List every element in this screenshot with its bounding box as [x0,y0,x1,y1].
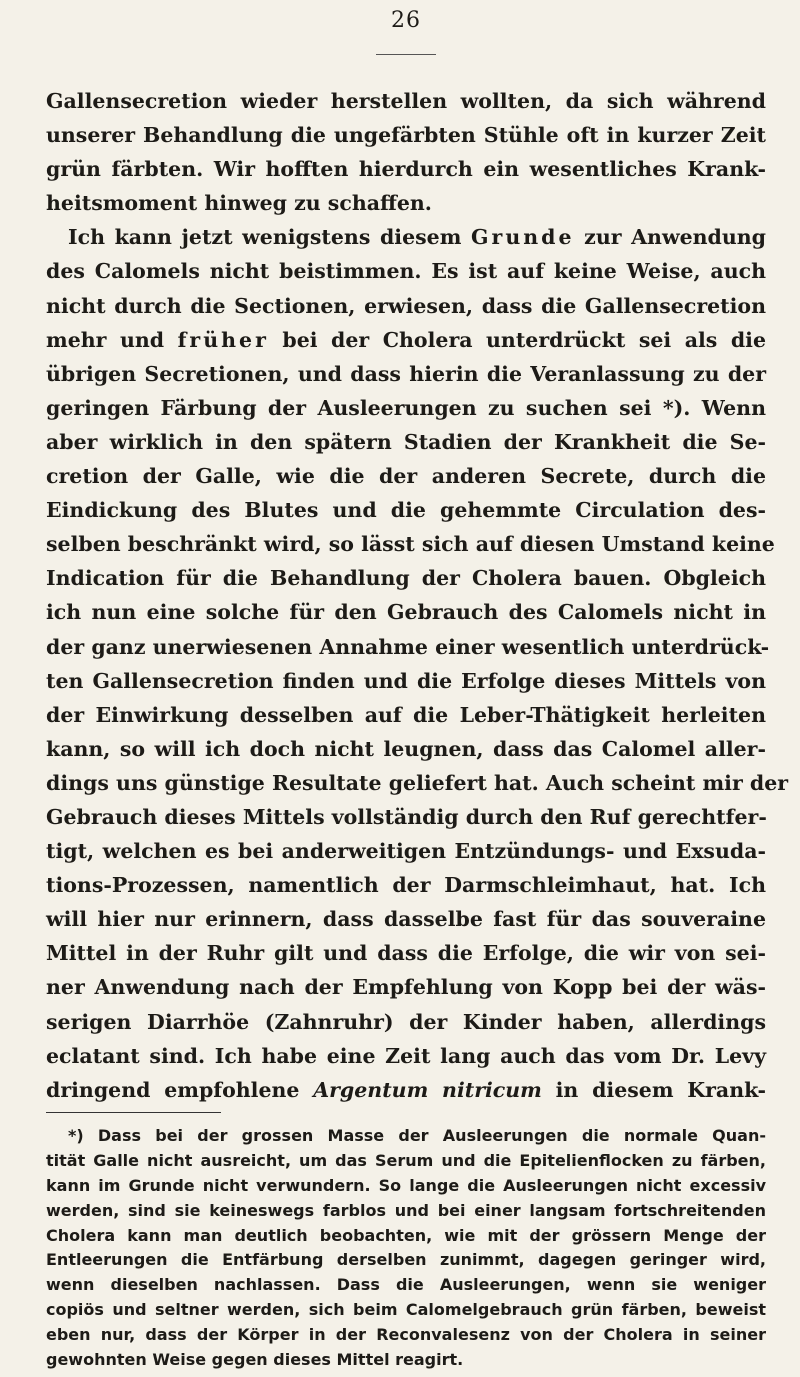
text-line: tions-Prozessen, namentlich der Darmschleimhaut, hat. Ich [46,873,766,898]
emphasis-text: Argentum nitricum [313,1077,542,1102]
text-line: will hier nur erinnern, dass dasselbe fast für das souveraine [46,907,766,932]
text-segment: mehr und [46,327,165,352]
main-text [46,84,789,1107]
text-line: der ganz unerwiesenen Annahme einer wesentlich unterdrück- [46,634,770,659]
text-segment: in diesem Krank- [555,1077,766,1102]
text-line: eclatant sind. Ich habe eine Zeit lang auch das vom Dr. Levy [46,1043,766,1068]
text-line [46,323,766,357]
footnote-line: eben nur, dass der Körper in der Reconvalesenz von der Cholera in seiner [46,1325,766,1345]
text-segment: Ich kann jetzt wenigstens diesem [68,225,462,250]
footnote [46,1124,766,1373]
text-line: tigt, welchen es bei anderweitigen Entzündungs- und Exsuda- [46,839,766,864]
text-line: grün färbten. Wir hofften hierdurch ein wesentliches Krank- [46,157,766,182]
text-line: Gallensecretion wieder herstellen wollten, da sich während [46,89,766,113]
footnote-line: *) Dass bei der grossen Masse der Ausleerungen die normale Quan- [68,1126,766,1145]
text-line: dings uns günstige Resultate geliefert hat. Auch scheint mir der [46,770,789,795]
text-line: selben beschränkt wird, so lässt sich auf diesen Umstand keine [46,532,775,557]
emphasis-text: früher [177,327,269,352]
text-line: cretion der Galle, wie die der anderen Secrete, durch die [46,464,766,489]
text-line: ner Anwendung nach der Empfehlung von Kopp bei der wäs- [46,975,766,1000]
footnote-line: Cholera kann man deutlich beobachten, wie mit der grössern Menge der [46,1225,766,1245]
text-line: Eindickung des Blutes und die gehemmte Circulation des- [46,498,766,523]
text-line: kann, so will ich doch nicht leugnen, dass das Calomel aller- [46,736,766,761]
emphasis-text: Grunde [471,225,575,250]
text-line: Mittel in der Ruhr gilt und dass die Erfolge, die wir von sei- [46,941,766,966]
text-segment: dringend empfohlene [46,1077,300,1102]
footnote-line: gewohnten Weise gegen dieses Mittel reagirt. [46,1350,464,1370]
text-segment: bei der Cholera unterdrückt sei als die [282,327,766,352]
text-line: der Einwirkung desselben auf die Leber-Thätigkeit herleiten [46,702,766,727]
footnote-line: werden, sind sie keineswegs farblos und bei einer langsam fortschreitenden [46,1200,766,1220]
text-line [46,220,766,254]
text-line: aber wirklich in den spätern Stadien der Krankheit die Se- [46,429,766,454]
text-line: heitsmoment hinweg zu schaffen. [46,191,432,216]
footnote-line: kann im Grunde nicht verwundern. So lange die Ausleerungen nicht excessiv [46,1175,766,1195]
text-line: nicht durch die Sectionen, erwiesen, dass die Gallensecretion [46,293,766,318]
footnote-rule [46,1112,221,1113]
footnote-line: copiös und seltner werden, sich beim Calomelgebrauch grün färben, beweist [46,1300,766,1320]
page-number: 26 [391,8,421,33]
text-line: geringen Färbung der Ausleerungen zu suchen sei *). Wenn [46,395,766,420]
text-line: serigen Diarrhöe (Zahnruhr) der Kinder haben, allerdings [46,1009,766,1034]
text-line: ich nun eine solche für den Gebrauch des Calomels nicht in [46,600,766,625]
footnote-line: tität Galle nicht ausreicht, um das Serum und die Epitelienflocken zu färben, [46,1150,766,1170]
text-line: Indication für die Behandlung der Cholera bauen. Obgleich [46,566,766,591]
text-line: des Calomels nicht beistimmen. Es ist auf keine Weise, auch [46,259,766,284]
header-rule [376,54,436,55]
text-line: Gebrauch dieses Mittels vollständig durch den Ruf gerechtfer- [46,804,767,829]
text-line [46,1073,766,1107]
text-line: ten Gallensecretion finden und die Erfolge dieses Mittels von [46,668,766,693]
footnote-line: wenn dieselben nachlassen. Dass die Ausleerungen, wenn sie weniger [46,1275,766,1295]
footnote-line: Entleerungen die Entfärbung derselben zunimmt, dagegen geringer wird, [46,1250,766,1270]
text-line: unserer Behandlung die ungefärbten Stühle oft in kurzer Zeit [46,123,766,148]
text-line: übrigen Secretionen, und dass hierin die Veranlassung zu der [46,361,766,386]
text-segment: zur Anwendung [584,225,767,250]
